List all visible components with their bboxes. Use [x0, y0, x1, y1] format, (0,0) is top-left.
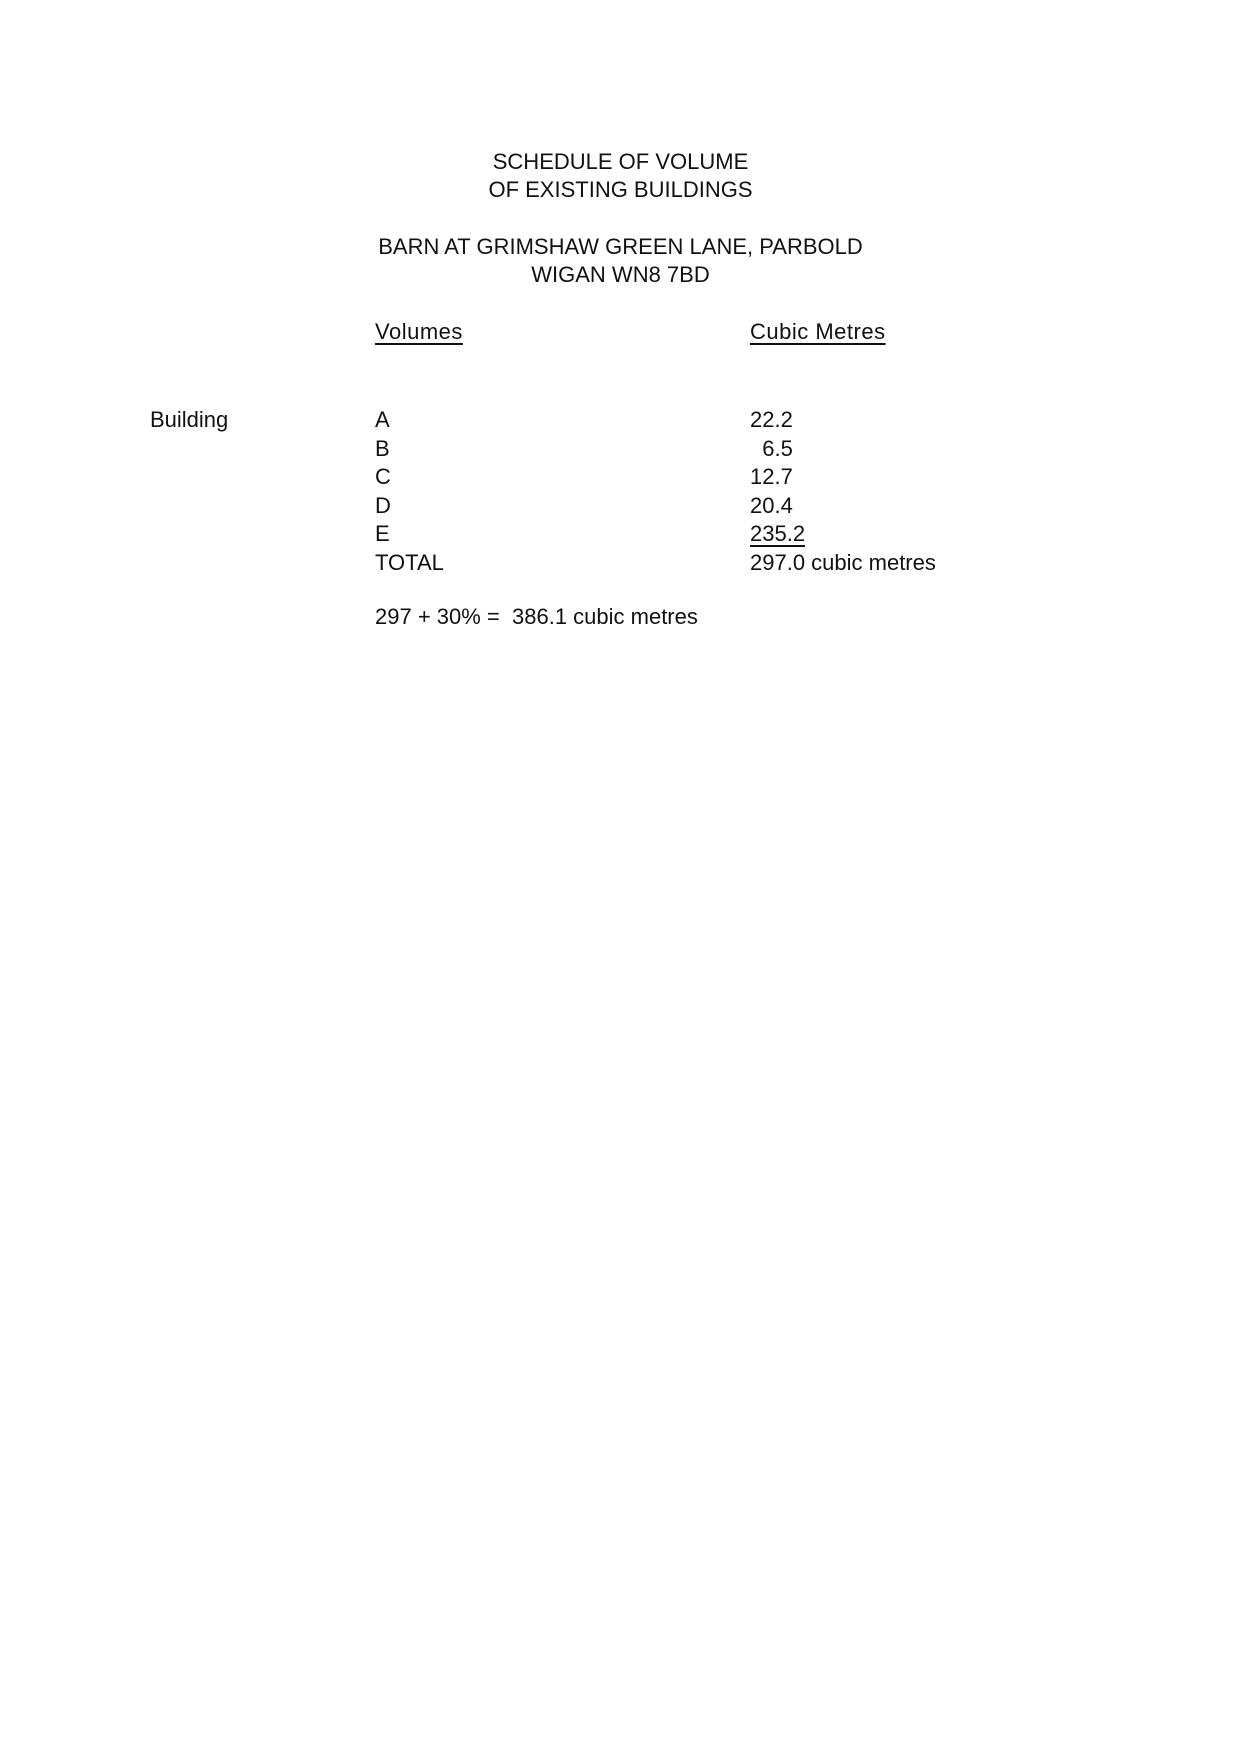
- row-label: C: [375, 464, 391, 489]
- cubic-metres-header: Cubic Metres: [750, 319, 886, 344]
- volume-table: [0, 406, 1241, 577]
- row-value: 12.7: [750, 464, 793, 489]
- row-label: B: [375, 435, 390, 461]
- row-label: E: [375, 521, 390, 546]
- address-line-2: WIGAN WN8 7BD: [531, 262, 710, 287]
- row-label: D: [375, 492, 391, 518]
- row-value-subtotal: 235.2: [750, 521, 806, 546]
- table-row: [0, 406, 1241, 435]
- row-value: 20.4: [750, 492, 793, 518]
- title-line-2: OF EXISTING BUILDINGS: [488, 177, 753, 202]
- table-row: [0, 463, 1241, 492]
- total-value: 297.0 cubic metres: [750, 549, 936, 575]
- row-value: 6.5: [750, 435, 793, 461]
- row-value: 22.2: [750, 407, 793, 432]
- table-row: [0, 520, 1241, 549]
- building-group-label: Building: [150, 407, 229, 432]
- row-label: A: [375, 407, 390, 432]
- address-line-1: BARN AT GRIMSHAW GREEN LANE, PARBOLD: [378, 234, 863, 259]
- volumes-header: Volumes: [375, 319, 463, 344]
- title-line-1: SCHEDULE OF VOLUME: [492, 149, 749, 174]
- table-row-total: [0, 549, 1241, 578]
- total-label: TOTAL: [375, 549, 444, 575]
- table-row: [0, 435, 1241, 464]
- calculation-line: 297 + 30% = 386.1 cubic metres: [375, 604, 698, 629]
- table-row: [0, 492, 1241, 521]
